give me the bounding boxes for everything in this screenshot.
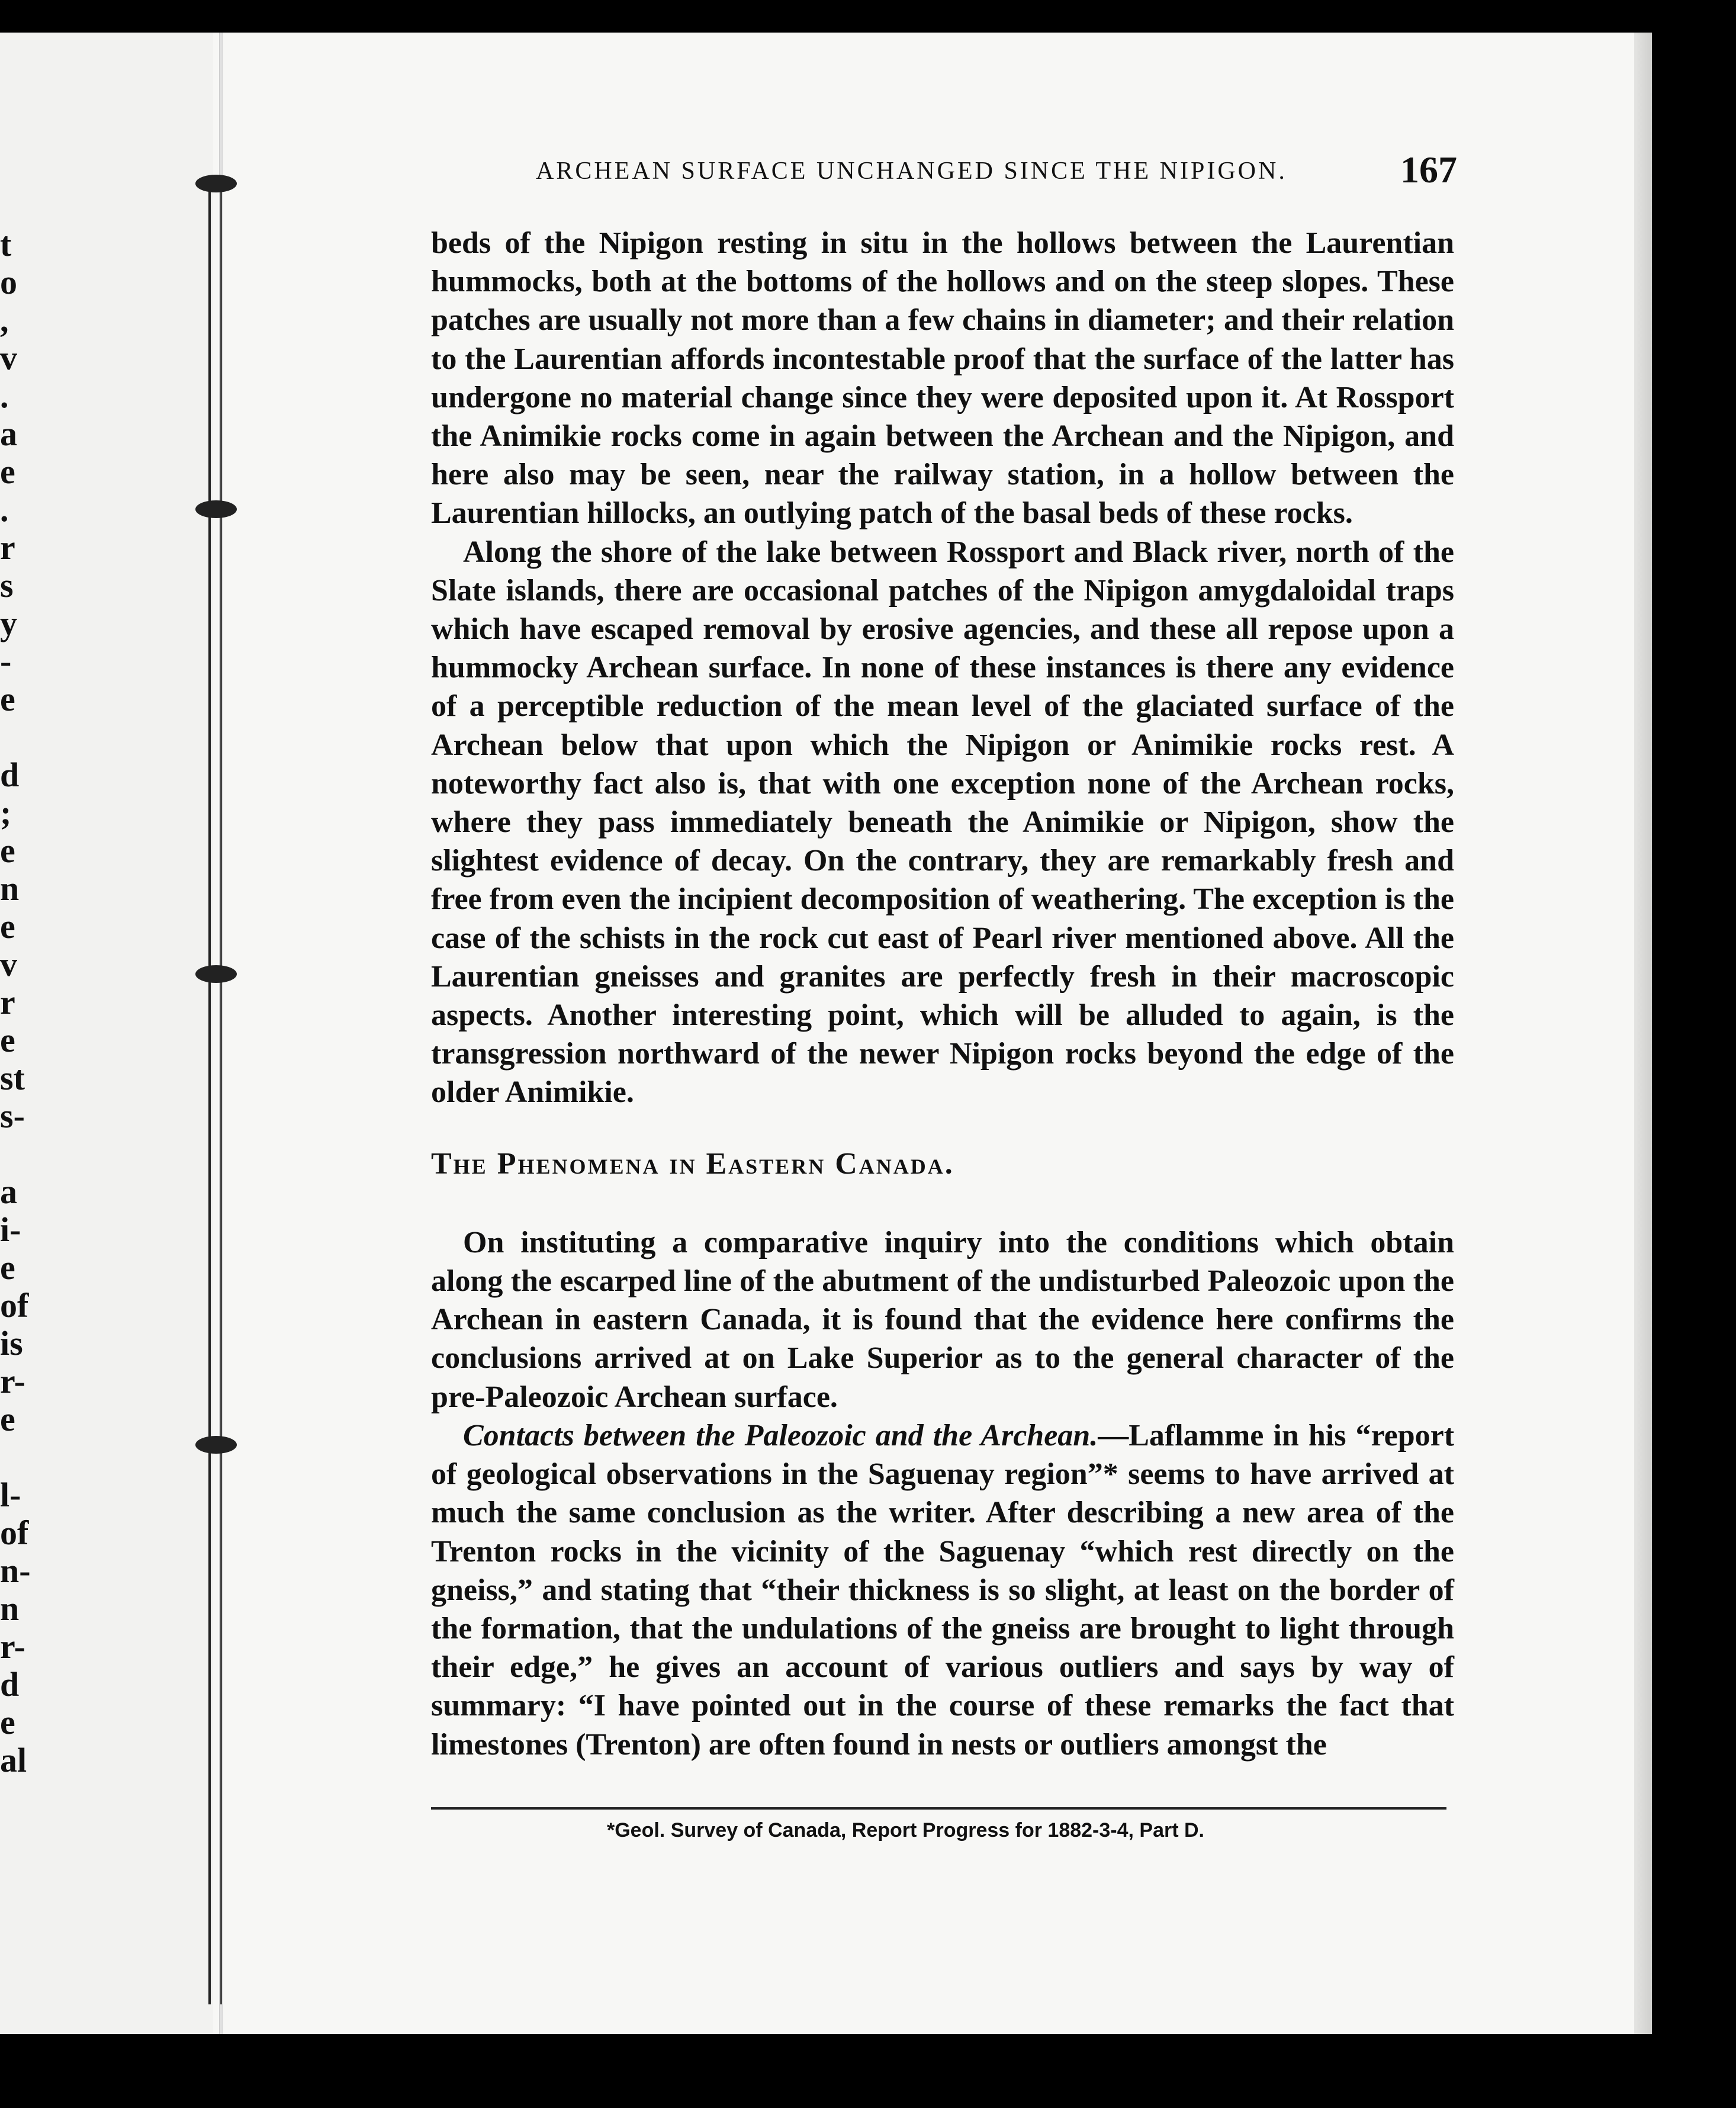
paragraph-4-text: —Laflamme in his “report of geological observations in the Saguenay region”* seems to have arrived at much the same conclusion as the writer. After describing a new area of the Trenton rocks in the vicinity of the Saguenay “which rest directly on the gneiss,” and stating that “their thickness is so slight, at least on the border of the formation, that the undulations of the gneiss are brought to light through their edge,” he gives an account of various outliers and says by way of summary: “I have pointed out in the course of these remarks the fact that limestones (Trenton) are often found in nests or outliers amongst the [431,1418,1455,1762]
adjacent-page-edge [0,33,213,2034]
fragment-glyph: o [0,263,17,301]
fragment-glyph: r- [0,1627,25,1666]
footnote-rule [431,1807,1446,1810]
section-title: The Phenomena in Eastern Canada. [431,1146,954,1181]
fragment-glyph: ; [0,793,12,832]
fragment-glyph: v [0,339,17,377]
fragment-glyph: e [0,1248,15,1287]
paragraph-3: On instituting a comparative inquiry into the conditions which obtain along the escarped line of the abutment of the undisturbed Paleozoic upon the Archean in eastern Canada, it is found that the evidence here confirms the conclusions arrived at on Lake Superior as to the general character of the pre-Paleozoic Archean surface. [431,1225,1454,1414]
footnote: *Geol. Survey of Canada, Report Progress for 1882-3-4, Part D. [607,1819,1204,1842]
fragment-glyph: t [0,225,12,264]
fragment-glyph: r [0,983,15,1021]
binding-clip [195,1436,237,1454]
fragment-glyph: of [0,1286,29,1325]
binding-clip [195,965,237,983]
body-text [431,224,1454,1764]
fragment-glyph: y [0,604,17,642]
fragment-glyph: d [0,1665,20,1704]
fragment-glyph: n [0,1589,20,1628]
fragment-glyph: , [0,301,9,339]
fragment-glyph: i- [0,1210,21,1249]
fragment-glyph: a [0,414,17,453]
binding-clip [195,500,237,518]
fragment-glyph: s- [0,1097,25,1135]
binding-clip [195,175,237,192]
page-right-edge [1634,33,1652,2034]
fragment-glyph: e [0,831,15,870]
fragment-glyph: e [0,452,15,491]
fragment-glyph: s [0,566,14,605]
fragment-glyph: v [0,945,17,984]
paragraph-2: Along the shore of the lake between Rossport and Black river, north of the Slate islands, there are occasional patches of the Nipigon amygdaloidal traps which have escaped removal by erosive agencies, and these all repose upon a hummocky Archean surface. In none of these instances is there any evidence of a perceptible reduction of the mean level of the glaciated surface of the Archean below that upon which the Nipigon or Animikie rocks rest. A noteworthy fact also is, that with one exception none of the Archean rocks, where they pass immediately beneath the Animikie or Nipigon, show the slightest evidence of decay. On the contrary, they are remarkably fresh and free from even the incipient decomposition of weathering. The exception is the case of the schists in the rock cut east of Pearl river mentioned above. All the Laurentian gneisses and granites are perfectly fresh in their macroscopic aspects. Another interesting point, which will be alluded to again, is the transgression northward of the newer Nipigon rocks beyond the edge of the older Animikie. [431,535,1454,1110]
running-title: ARCHEAN SURFACE UNCHANGED SINCE THE NIPIGON. [536,158,1287,185]
fragment-glyph: e [0,907,15,946]
fragment-glyph: n [0,869,20,908]
fragment-glyph: e [0,1703,15,1741]
fragment-glyph: e [0,680,15,718]
fragment-glyph: . [0,377,9,415]
fragment-glyph: al [0,1741,27,1779]
fragment-glyph: l- [0,1476,21,1514]
fragment-glyph: r- [0,1362,25,1400]
fragment-glyph: n- [0,1551,31,1590]
paragraph-lead: Contacts between the Paleozoic and the Archean. [463,1418,1098,1453]
paragraph-1: beds of the Nipigon resting in situ in the hollows between the Laurentian hummocks, both at the bottoms of the hollows and on the steep slopes. These patches are usually not more than a few chains in diameter; and their relation to the Laurentian affords incontestable proof that the surface of the latter has undergone no material change since they were deposited upon it. At Rossport the Animikie rocks come in again between the Archean and the Nipigon, and here also may be seen, near the railway station, in a hollow between the Laurentian hillocks, an outlying patch of the basal beds of these rocks. [431,226,1454,531]
fragment-glyph: - [0,642,12,680]
fragment-glyph: e [0,1400,15,1438]
fragment-glyph: . [0,490,9,529]
fragment-glyph: is [0,1324,23,1363]
binding-thread [208,181,222,2004]
page-number: 167 [1400,149,1457,191]
fragment-glyph: r [0,528,15,567]
fragment-glyph: of [0,1513,29,1552]
fragment-glyph: e [0,1021,15,1059]
fragment-glyph: a [0,1172,17,1211]
fragment-glyph: d [0,756,20,794]
paragraph-4 [431,1416,1454,1764]
fragment-glyph: st [0,1059,25,1097]
